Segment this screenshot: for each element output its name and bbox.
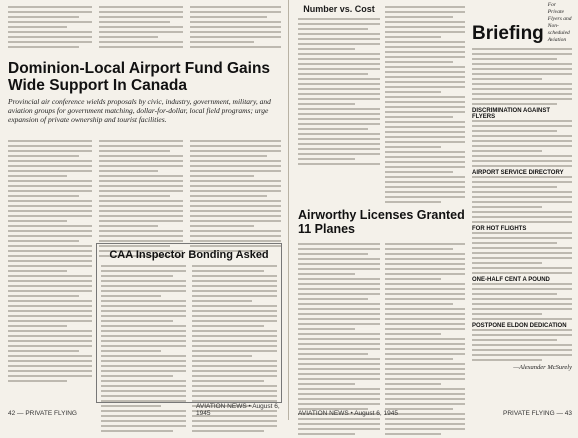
section-one-half-cent: ONE-HALF CENT A POUND	[472, 277, 550, 283]
section-discrimination: DISCRIMINATION AGAINST FLYERS	[472, 108, 550, 120]
briefing-subtitle: For Private Flyers and Non-scheduled Aviation	[547, 2, 572, 43]
right-page	[289, 0, 578, 420]
sidebar-col-1	[101, 265, 186, 435]
left-footer-folio: 42 — PRIVATE FLYING	[8, 410, 77, 417]
left-body-col-1	[8, 140, 92, 385]
licenses-col-1	[298, 243, 380, 438]
section-directory: AIRPORT SERVICE DIRECTORY	[472, 170, 564, 176]
briefing-title: Briefing	[472, 23, 544, 44]
right-footer-date: AVIATION NEWS • August 6, 1945	[298, 410, 398, 417]
left-body-col-2	[99, 140, 183, 260]
number-vs-cost-title: Number vs. Cost	[303, 4, 375, 14]
article-deck: Provincial air conference wields proposals by civic, industry, government, military, and aviation groups for government matching, dollar-for-dollar, local field programs; urge expansion of private ownership and tourist facilities.	[8, 97, 271, 124]
right-footer-folio: PRIVATE FLYING — 43	[503, 410, 572, 417]
licenses-col-2	[385, 243, 465, 438]
section-postpone: POSTPONE ELDON DEDICATION	[472, 323, 567, 329]
left-footer-date: AVIATION NEWS • August 6, 1945	[196, 403, 280, 417]
sidebar-box	[96, 243, 282, 403]
section-hot-flights: FOR HOT FLIGHTS	[472, 226, 527, 232]
left-top-col-2	[99, 6, 183, 51]
left-top-col-1	[8, 6, 92, 51]
left-page	[0, 0, 289, 420]
left-body-col-3	[190, 140, 281, 255]
licenses-headline: Airworthy Licenses Granted 11 Planes	[298, 208, 465, 236]
left-top-col-3	[190, 6, 281, 51]
right-col2-top	[385, 6, 465, 206]
number-vs-cost-section	[298, 4, 380, 168]
sidebar-title: CAA Inspector Bonding Asked	[109, 249, 269, 261]
briefing-section	[472, 2, 572, 371]
byline: —Alexander McSurely	[513, 364, 572, 371]
article-headline: Dominion-Local Airport Fund Gains Wide Support In Canada	[8, 60, 271, 94]
